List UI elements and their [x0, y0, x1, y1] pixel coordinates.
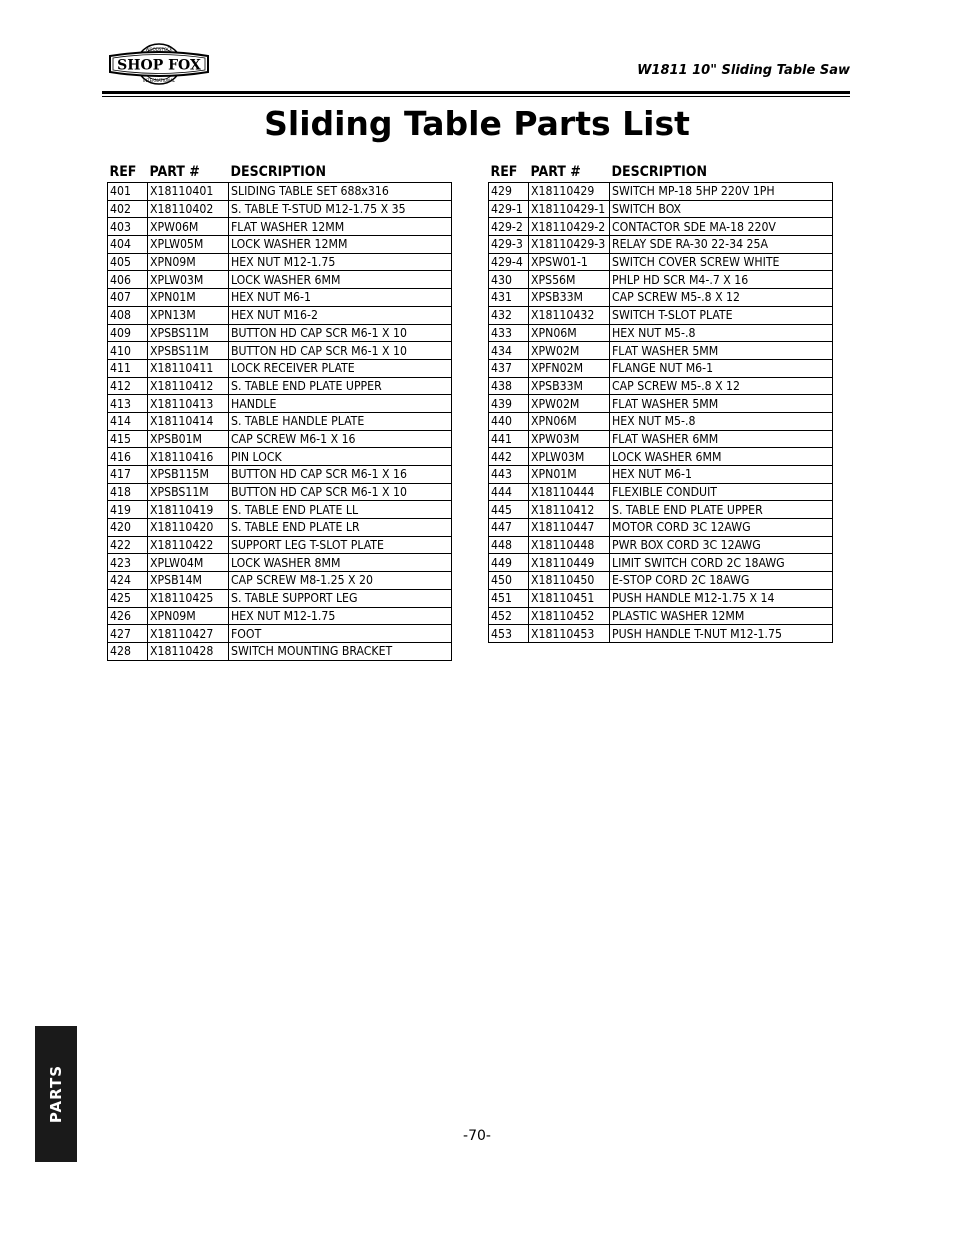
column-header-ref: REF: [490, 164, 518, 180]
cell-part-number: X18110402: [148, 200, 229, 218]
cell-ref: 411: [108, 359, 148, 377]
table-row: [108, 377, 452, 395]
cell-ref: 430: [489, 271, 529, 289]
cell-description: BUTTON HD CAP SCR M6-1 X 10: [229, 483, 452, 501]
cell-description: S. TABLE SUPPORT LEG: [229, 589, 452, 607]
cell-part-number: XPN09M: [148, 607, 229, 625]
cell-part-number: X18110419: [148, 501, 229, 519]
table-row: [108, 572, 452, 590]
cell-ref: 429-1: [489, 200, 529, 218]
cell-part-number: XPW02M: [529, 342, 610, 360]
table-row: [489, 395, 833, 413]
cell-part-number: X18110429: [529, 183, 610, 201]
cell-description: PUSH HANDLE M12-1.75 X 14: [610, 589, 833, 607]
cell-description: S. TABLE HANDLE PLATE: [229, 412, 452, 430]
cell-part-number: XPW03M: [529, 430, 610, 448]
cell-description: SWITCH T-SLOT PLATE: [610, 306, 833, 324]
table-row: [108, 412, 452, 430]
table-row: [108, 324, 452, 342]
cell-ref: 406: [108, 271, 148, 289]
shop-fox-logo: [108, 42, 210, 86]
table-row: [489, 342, 833, 360]
column-header-ref: REF: [109, 164, 137, 180]
cell-ref: 445: [489, 501, 529, 519]
table-row: [108, 218, 452, 236]
table-row: [108, 253, 452, 271]
table-row: [489, 572, 833, 590]
cell-ref: 438: [489, 377, 529, 395]
cell-ref: 410: [108, 342, 148, 360]
cell-part-number: XPSBS11M: [148, 324, 229, 342]
table-row: [108, 589, 452, 607]
table-row: [489, 183, 833, 201]
table-row: [108, 483, 452, 501]
header-rule-thick: [102, 91, 850, 94]
cell-part-number: XPSW01-1: [529, 253, 610, 271]
table-row: [489, 430, 833, 448]
cell-part-number: XPN06M: [529, 324, 610, 342]
cell-part-number: XPLW03M: [148, 271, 229, 289]
cell-ref: 450: [489, 572, 529, 590]
cell-ref: 453: [489, 625, 529, 643]
cell-description: FLEXIBLE CONDUIT: [610, 483, 833, 501]
table-row: [108, 625, 452, 643]
column-header-part: PART #: [149, 164, 200, 180]
table-row: [489, 271, 833, 289]
cell-ref: 439: [489, 395, 529, 413]
table-row: [108, 359, 452, 377]
cell-part-number: XPSB115M: [148, 466, 229, 484]
cell-description: SWITCH COVER SCREW WHITE: [610, 253, 833, 271]
cell-description: LOCK WASHER 8MM: [229, 554, 452, 572]
table-row: [489, 324, 833, 342]
cell-description: CAP SCREW M6-1 X 16: [229, 430, 452, 448]
cell-description: S. TABLE END PLATE LR: [229, 519, 452, 537]
cell-ref: 448: [489, 536, 529, 554]
cell-ref: 408: [108, 306, 148, 324]
cell-ref: 426: [108, 607, 148, 625]
cell-ref: 437: [489, 359, 529, 377]
table-row: [108, 607, 452, 625]
cell-description: LOCK WASHER 6MM: [229, 271, 452, 289]
cell-description: PIN LOCK: [229, 448, 452, 466]
cell-ref: 443: [489, 466, 529, 484]
cell-ref: 444: [489, 483, 529, 501]
table-row: [489, 589, 833, 607]
table-row: [108, 271, 452, 289]
cell-description: CAP SCREW M5-.8 X 12: [610, 377, 833, 395]
table-row: [489, 536, 833, 554]
logo-ring-top: WOODSTOCK: [145, 47, 173, 52]
cell-part-number: XPW02M: [529, 395, 610, 413]
cell-ref: 429: [489, 183, 529, 201]
cell-part-number: X18110401: [148, 183, 229, 201]
cell-description: SWITCH MOUNTING BRACKET: [229, 642, 452, 660]
cell-part-number: X18110450: [529, 572, 610, 590]
cell-description: FOOT: [229, 625, 452, 643]
cell-description: LOCK WASHER 12MM: [229, 236, 452, 254]
cell-ref: 402: [108, 200, 148, 218]
header-rule-thin: [102, 96, 850, 97]
cell-ref: 414: [108, 412, 148, 430]
cell-ref: 434: [489, 342, 529, 360]
table-row: [489, 253, 833, 271]
cell-ref: 428: [108, 642, 148, 660]
cell-description: FLAT WASHER 5MM: [610, 395, 833, 413]
cell-ref: 417: [108, 466, 148, 484]
table-row: [108, 554, 452, 572]
cell-part-number: XPSB01M: [148, 430, 229, 448]
cell-description: HEX NUT M5-.8: [610, 324, 833, 342]
cell-part-number: XPS56M: [529, 271, 610, 289]
cell-part-number: XPLW03M: [529, 448, 610, 466]
cell-ref: 427: [108, 625, 148, 643]
cell-description: S. TABLE END PLATE UPPER: [229, 377, 452, 395]
cell-description: PHLP HD SCR M4-.7 X 16: [610, 271, 833, 289]
cell-part-number: X18110411: [148, 359, 229, 377]
page-number: -70-: [463, 1128, 491, 1144]
cell-description: S. TABLE END PLATE LL: [229, 501, 452, 519]
cell-description: SWITCH BOX: [610, 200, 833, 218]
table-row: [489, 466, 833, 484]
cell-ref: 422: [108, 536, 148, 554]
cell-part-number: X18110414: [148, 412, 229, 430]
cell-ref: 404: [108, 236, 148, 254]
cell-part-number: X18110453: [529, 625, 610, 643]
cell-part-number: XPN06M: [529, 412, 610, 430]
table-row: [489, 412, 833, 430]
table-row: [108, 306, 452, 324]
cell-part-number: XPW06M: [148, 218, 229, 236]
cell-ref: 449: [489, 554, 529, 572]
cell-ref: 451: [489, 589, 529, 607]
column-header-description: DESCRIPTION: [611, 164, 708, 180]
parts-table-left: [107, 160, 452, 661]
cell-ref: 447: [489, 519, 529, 537]
cell-part-number: X18110452: [529, 607, 610, 625]
column-header-description: DESCRIPTION: [230, 164, 327, 180]
cell-ref: 429-2: [489, 218, 529, 236]
table-row: [108, 519, 452, 537]
table-row: [108, 536, 452, 554]
table-row: [489, 448, 833, 466]
cell-description: FLAT WASHER 5MM: [610, 342, 833, 360]
cell-part-number: XPSBS11M: [148, 342, 229, 360]
cell-part-number: X18110428: [148, 642, 229, 660]
document-title: W1811 10" Sliding Table Saw: [637, 63, 850, 78]
cell-description: FLAT WASHER 6MM: [610, 430, 833, 448]
cell-description: S. TABLE END PLATE UPPER: [610, 501, 833, 519]
page-title: Sliding Table Parts List: [264, 104, 690, 143]
parts-table-right: [488, 160, 833, 643]
cell-part-number: XPSB33M: [529, 377, 610, 395]
cell-ref: 432: [489, 306, 529, 324]
cell-ref: 431: [489, 289, 529, 307]
cell-description: HEX NUT M6-1: [610, 466, 833, 484]
cell-description: PUSH HANDLE T-NUT M12-1.75: [610, 625, 833, 643]
parts-table-right-body: [489, 183, 833, 643]
table-row: [108, 200, 452, 218]
cell-ref: 407: [108, 289, 148, 307]
cell-part-number: X18110413: [148, 395, 229, 413]
cell-part-number: X18110429-1: [529, 200, 610, 218]
cell-part-number: X18110448: [529, 536, 610, 554]
cell-ref: 440: [489, 412, 529, 430]
cell-description: RELAY SDE RA-30 22-34 25A: [610, 236, 833, 254]
cell-ref: 452: [489, 607, 529, 625]
cell-ref: 415: [108, 430, 148, 448]
table-row: [489, 377, 833, 395]
parts-table-left-body: [108, 183, 452, 661]
cell-part-number: X18110427: [148, 625, 229, 643]
cell-ref: 413: [108, 395, 148, 413]
cell-ref: 424: [108, 572, 148, 590]
cell-description: E-STOP CORD 2C 18AWG: [610, 572, 833, 590]
cell-part-number: XPSB33M: [529, 289, 610, 307]
table-row: [489, 519, 833, 537]
table-row: [489, 289, 833, 307]
cell-part-number: X18110451: [529, 589, 610, 607]
cell-ref: 425: [108, 589, 148, 607]
cell-ref: 412: [108, 377, 148, 395]
cell-description: HEX NUT M12-1.75: [229, 607, 452, 625]
cell-ref: 429-3: [489, 236, 529, 254]
side-tab-label: PARTS: [47, 1064, 65, 1124]
column-header-part: PART #: [530, 164, 581, 180]
cell-part-number: X18110429-2: [529, 218, 610, 236]
table-row: [108, 236, 452, 254]
cell-ref: 420: [108, 519, 148, 537]
table-header-row: [108, 160, 452, 183]
cell-description: SWITCH MP-18 5HP 220V 1PH: [610, 183, 833, 201]
table-row: [108, 642, 452, 660]
table-row: [108, 430, 452, 448]
cell-description: BUTTON HD CAP SCR M6-1 X 16: [229, 466, 452, 484]
cell-ref: 403: [108, 218, 148, 236]
cell-description: HEX NUT M12-1.75: [229, 253, 452, 271]
table-row: [489, 483, 833, 501]
cell-part-number: X18110447: [529, 519, 610, 537]
cell-part-number: X18110412: [529, 501, 610, 519]
cell-description: SUPPORT LEG T-SLOT PLATE: [229, 536, 452, 554]
cell-description: CAP SCREW M5-.8 X 12: [610, 289, 833, 307]
logo-brand-text: SHOP FOX: [117, 57, 201, 74]
cell-ref: 441: [489, 430, 529, 448]
cell-part-number: X18110449: [529, 554, 610, 572]
table-row: [489, 218, 833, 236]
cell-description: HEX NUT M5-.8: [610, 412, 833, 430]
table-header-row: [489, 160, 833, 183]
cell-part-number: X18110420: [148, 519, 229, 537]
cell-part-number: XPSBS11M: [148, 483, 229, 501]
cell-description: HEX NUT M16-2: [229, 306, 452, 324]
cell-part-number: XPFN02M: [529, 359, 610, 377]
cell-description: LOCK RECEIVER PLATE: [229, 359, 452, 377]
table-row: [489, 501, 833, 519]
cell-part-number: XPN09M: [148, 253, 229, 271]
cell-part-number: X18110432: [529, 306, 610, 324]
cell-description: HEX NUT M6-1: [229, 289, 452, 307]
cell-description: PWR BOX CORD 3C 12AWG: [610, 536, 833, 554]
cell-ref: 433: [489, 324, 529, 342]
cell-part-number: X18110412: [148, 377, 229, 395]
cell-part-number: XPN01M: [529, 466, 610, 484]
table-row: [489, 200, 833, 218]
cell-part-number: XPLW04M: [148, 554, 229, 572]
table-row: [108, 183, 452, 201]
cell-part-number: XPLW05M: [148, 236, 229, 254]
cell-part-number: XPN01M: [148, 289, 229, 307]
cell-ref: 418: [108, 483, 148, 501]
table-row: [489, 625, 833, 643]
cell-description: CONTACTOR SDE MA-18 220V: [610, 218, 833, 236]
cell-description: MOTOR CORD 3C 12AWG: [610, 519, 833, 537]
cell-ref: 419: [108, 501, 148, 519]
table-row: [108, 342, 452, 360]
cell-ref: 423: [108, 554, 148, 572]
cell-ref: 429-4: [489, 253, 529, 271]
cell-part-number: XPSB14M: [148, 572, 229, 590]
table-row: [489, 236, 833, 254]
cell-ref: 401: [108, 183, 148, 201]
cell-part-number: X18110429-3: [529, 236, 610, 254]
table-row: [108, 448, 452, 466]
cell-part-number: XPN13M: [148, 306, 229, 324]
table-row: [108, 289, 452, 307]
cell-description: CAP SCREW M8-1.25 X 20: [229, 572, 452, 590]
cell-description: SLIDING TABLE SET 688x316: [229, 183, 452, 201]
cell-description: LOCK WASHER 6MM: [610, 448, 833, 466]
cell-description: FLANGE NUT M6-1: [610, 359, 833, 377]
cell-ref: 405: [108, 253, 148, 271]
cell-part-number: X18110425: [148, 589, 229, 607]
cell-ref: 416: [108, 448, 148, 466]
cell-description: FLAT WASHER 12MM: [229, 218, 452, 236]
cell-part-number: X18110444: [529, 483, 610, 501]
cell-description: HANDLE: [229, 395, 452, 413]
cell-description: BUTTON HD CAP SCR M6-1 X 10: [229, 342, 452, 360]
table-row: [489, 359, 833, 377]
cell-description: LIMIT SWITCH CORD 2C 18AWG: [610, 554, 833, 572]
cell-description: PLASTIC WASHER 12MM: [610, 607, 833, 625]
table-row: [108, 501, 452, 519]
table-row: [108, 395, 452, 413]
logo-ring-bottom: INTERNATIONAL: [142, 78, 176, 83]
cell-description: S. TABLE T-STUD M12-1.75 X 35: [229, 200, 452, 218]
cell-description: BUTTON HD CAP SCR M6-1 X 10: [229, 324, 452, 342]
table-row: [108, 466, 452, 484]
table-row: [489, 306, 833, 324]
cell-part-number: X18110416: [148, 448, 229, 466]
cell-ref: 442: [489, 448, 529, 466]
cell-ref: 409: [108, 324, 148, 342]
table-row: [489, 607, 833, 625]
cell-part-number: X18110422: [148, 536, 229, 554]
table-row: [489, 554, 833, 572]
